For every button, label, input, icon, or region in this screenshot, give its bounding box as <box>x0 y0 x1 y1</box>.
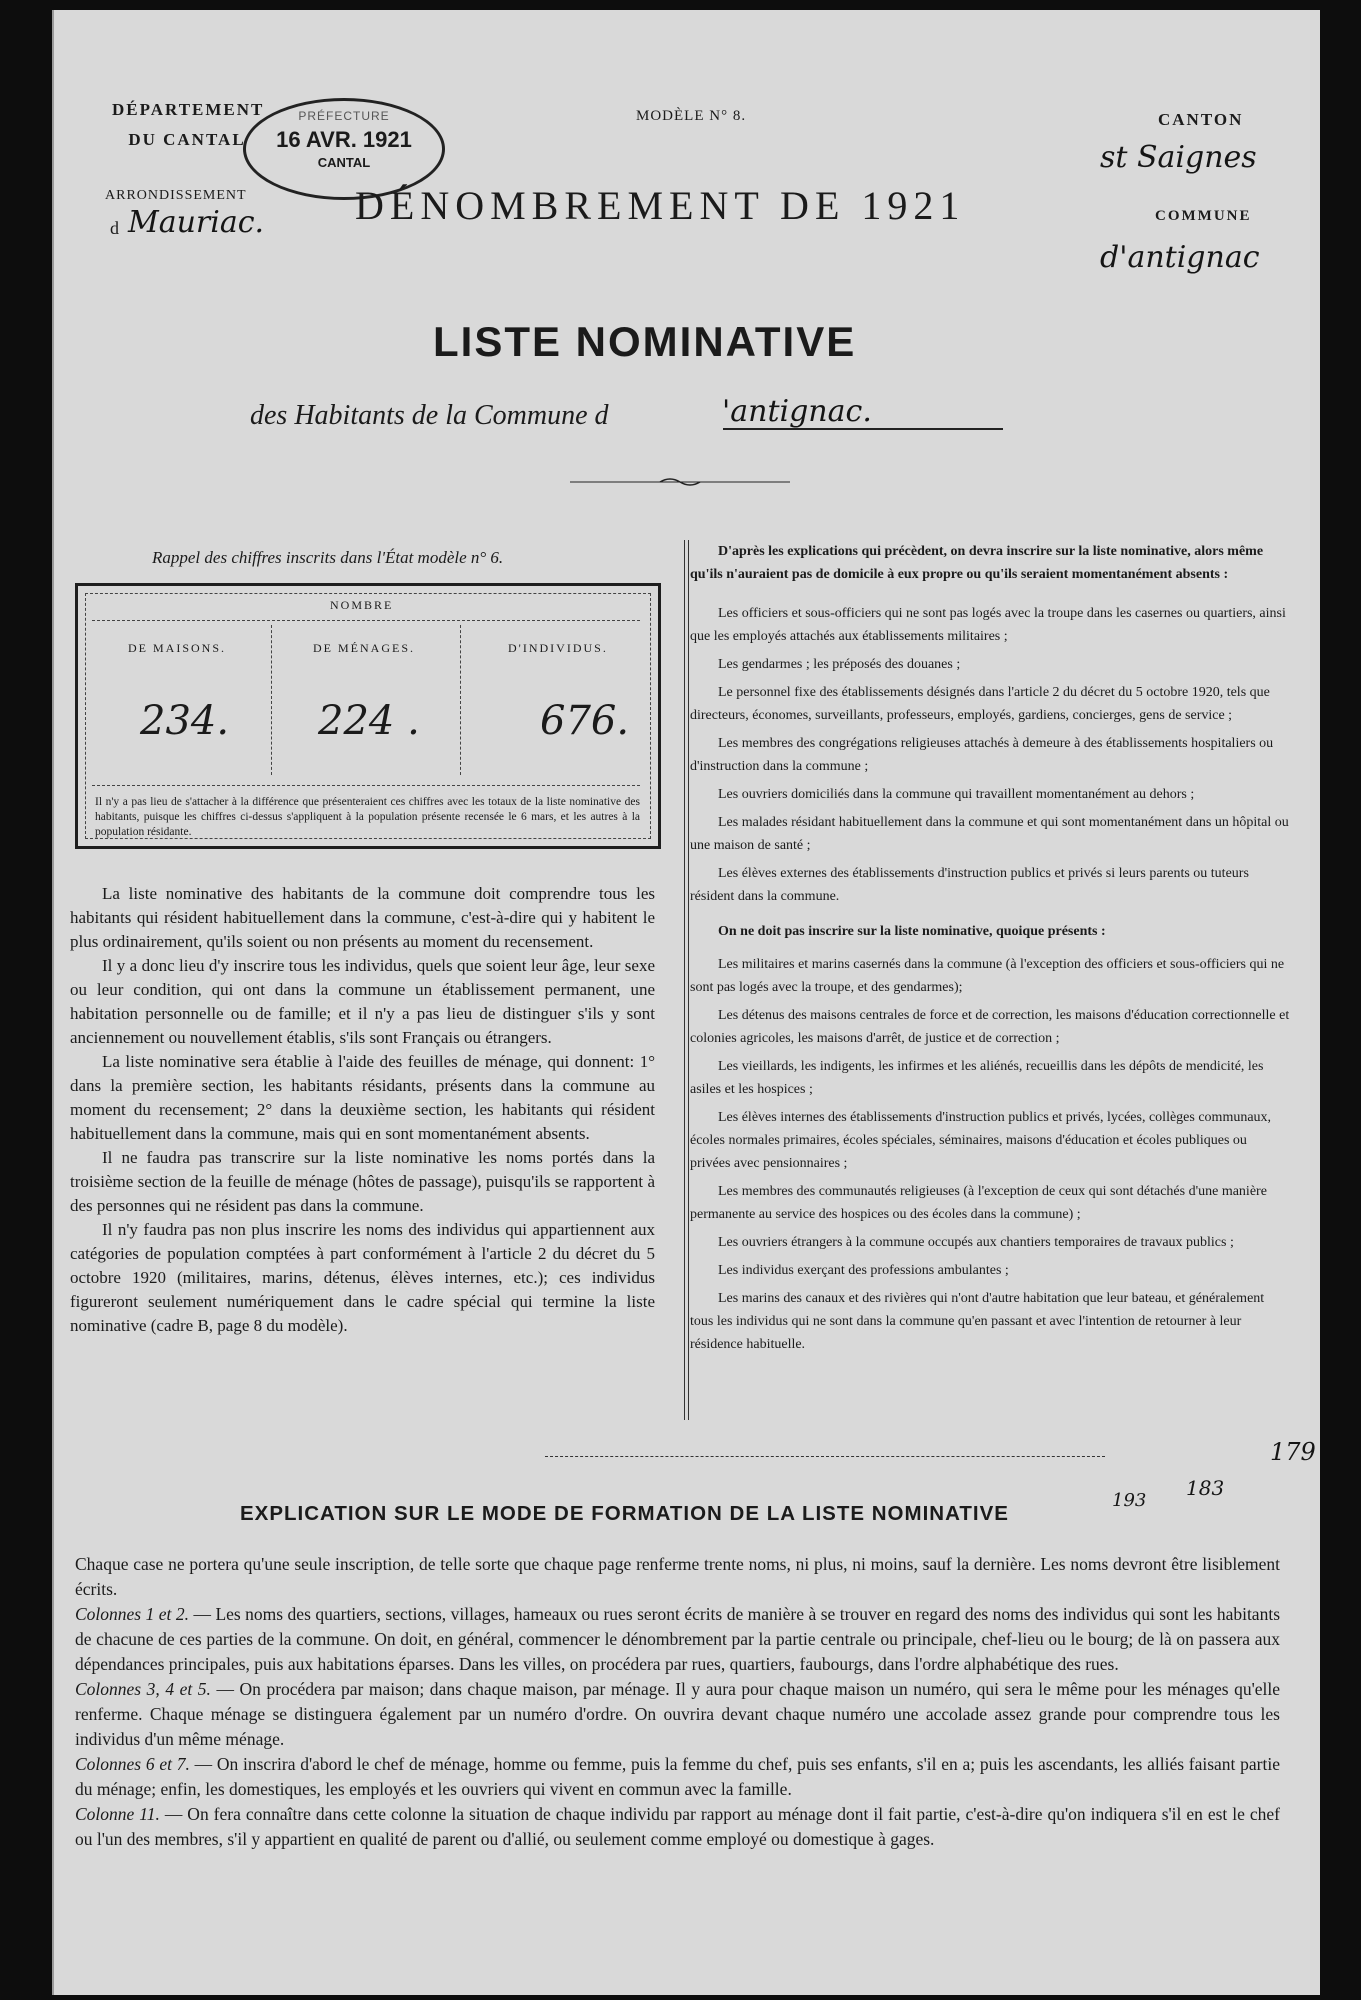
exclude-item: Les militaires et marins casernés dans la commune (à l'exception des officiers et sous-officiers qui ne sont pas logés avec la troupe, et des gendarmes); <box>690 957 1285 995</box>
exclude-item: Les détenus des maisons centrales de force et de correction, les maisons d'éducation correctionnelle et colonies agricoles, les maisons d'arrêt, de justice et de correction ; <box>690 1008 1290 1046</box>
recap-col-sep <box>271 625 272 775</box>
left-paragraph: Il ne faudra pas transcrire sur la liste nominative les noms portés dans la troisième section de la feuille de ménage (hôtes de passage), puisqu'ils se rapportent à des personnes qui ne résident pas dans la commune. <box>70 1148 655 1215</box>
recap-col-sep <box>460 625 461 775</box>
include-item: Les officiers et sous-officiers qui ne sont pas logés avec la troupe dans les casernes ou quartiers, ainsi que les employés attachés aux établissements militaires ; <box>690 606 1286 644</box>
subtitle-commune: 'antignac. <box>722 394 872 429</box>
recap-note: Il n'y a pas lieu de s'attacher à la différence que présenteraient ces chiffres avec les totaux de la liste nominative des habitants, puisque les chiffres ci-dessus s'appliquent à la population présente recensée le 6 mars, et les autres à la population résidante. <box>95 796 640 838</box>
recap-val-individus: 676. <box>540 698 630 744</box>
recap-col-menages: DE MÉNAGES. <box>313 641 415 655</box>
recap-rule <box>92 620 640 621</box>
explication-text: — Les noms des quartiers, sections, villages, hameaux ou rues seront écrits de manière à se trouver en regard des noms des individus qui sont les habitants de chacune de ces parties de la commune. On doit, en général, commencer le dénombrement par la partie centrale ou principale, chef-lieu ou le bourg; de là on passera aux dépendances principales, puis aux habitations éparses. Dans les villes, on procédera par rues, quartiers, faubourgs, dans l'ordre alphabétique des rues. <box>75 1604 1281 1674</box>
column-divider <box>684 540 685 1420</box>
canton-value: st Saignes <box>1100 140 1257 175</box>
modele-number: MODÈLE N° 8. <box>636 108 747 124</box>
recap-nombre: NOMBRE <box>330 598 394 612</box>
explication-paragraph <box>75 1677 1280 1752</box>
left-paragraph: La liste nominative sera établie à l'aide des feuilles de ménage, qui donnent: 1° dans la première section, les habitants résidants, présents dans la commune au moment du recensement; 2° dans la deuxième section, les habitants qui résident habituellement dans la commune, mais qui en sont momentanément absents. <box>70 1052 655 1143</box>
exclude-item: Les vieillards, les indigents, les infirmes et les aliénés, recueillis dans les dépôts de mendicité, les asiles et les hospices ; <box>690 1059 1264 1097</box>
explication-lead: Colonnes 3, 4 et 5. <box>75 1679 211 1699</box>
arrondissement-value: Mauriac. <box>128 205 265 240</box>
exclude-item: Les élèves internes des établissements d'instruction publics et privés, lycées, collèges communaux, écoles normales primaires, écoles spéciales, séminaires, maisons d'éducation et écoles publiques ou privées avec pensionnaires ; <box>690 1110 1272 1171</box>
subtitle-underline <box>723 428 1003 430</box>
explication-text: — On inscrira d'abord le chef de ménage, homme ou femme, puis la femme du chef, puis ses enfants, s'il en a; puis les ascendants, les alliés faisant partie du ménage; enfin, les domestiques, les employés et les ouvriers qui vivent en commun avec la famille. <box>75 1754 1281 1799</box>
margin-number: 193 <box>1112 1490 1147 1511</box>
list-title: LISTE NOMINATIVE <box>433 318 857 365</box>
right-instructions <box>690 540 1290 1361</box>
page-title: DÉNOMBREMENT DE 1921 <box>355 183 966 228</box>
commune-label: COMMUNE <box>1155 208 1252 224</box>
canton-label: CANTON <box>1158 110 1244 129</box>
commune-value: d'antignac <box>1100 240 1260 275</box>
explication-text: Chaque case ne portera qu'une seule inscription, de telle sorte que chaque page renferme trente noms, ni plus, ni moins, sauf la dernière. Les noms devront être lisiblement écrits. <box>75 1554 1280 1599</box>
explication-lead: Colonnes 6 et 7. <box>75 1754 190 1774</box>
recap-val-menages: 224 . <box>318 698 420 744</box>
exclude-title: On ne doit pas inscrire sur la liste nominative, quoique présents : <box>718 924 1106 939</box>
explication-paragraph <box>75 1802 1280 1852</box>
departement-line1: DÉPARTEMENT <box>112 100 265 119</box>
left-paragraph: Il n'y faudra pas non plus inscrire les noms des individus qui appartiennent aux catégories de population comptées à part conformément à l'article 2 du décret du 5 octobre 1920 (militaires, marins, détenus, élèves internes, etc.); ces individus figureront seulement numériquement dans le cadre spécial qui termine la liste nominative (cadre B, page 8 du modèle). <box>70 1220 655 1335</box>
exclude-item: Les individus exerçant des professions ambulantes ; <box>718 1263 1009 1278</box>
recap-col-individus: D'INDIVIDUS. <box>508 641 608 655</box>
left-paragraph: La liste nominative des habitants de la commune doit comprendre tous les habitants qui résident habituellement dans la commune, c'est-à-dire qui y habitent le plus ordinairement, qu'ils soient ou non présents au moment du recensement. <box>70 884 655 951</box>
explication-paragraph <box>75 1552 1280 1602</box>
stamp-top: PRÉFECTURE <box>298 109 390 123</box>
include-item: Le personnel fixe des établissements désignés dans l'article 2 du décret du 5 octobre 1920, tels que directeurs, économes, surveillants, professeurs, employés, gardiens, concierges, gens de service ; <box>690 685 1270 723</box>
explication-text: — On fera connaître dans cette colonne la situation de chaque individu par rapport au ménage dont il fait partie, c'est-à-dire qu'on indiquera s'il en est le chef ou l'un des membres, s'il y appartient en qualité de parent ou d'allié, ou seulement comme employé ou domestique à gages. <box>75 1804 1280 1849</box>
explication-lead: Colonnes 1 et 2. <box>75 1604 190 1624</box>
explication-title: EXPLICATION SUR LE MODE DE FORMATION DE LA LISTE NOMINATIVE <box>240 1502 1009 1525</box>
left-paragraph: Il y a donc lieu d'y inscrire tous les individus, quels que soient leur âge, leur sexe ou leur condition, qui ont dans la commune un établissement permanent, une habitation personnelle ou de famille; et il n'y a pas lieu de distinguer s'ils y sont anciennement ou nouvellement établis, s'ils sont Français ou étrangers. <box>70 956 655 1047</box>
arrondissement-label: ARRONDISSEMENT <box>105 188 247 203</box>
recap-caption: Rappel des chiffres inscrits dans l'État modèle n° 6. <box>152 548 504 567</box>
explication-body <box>75 1552 1280 1852</box>
stamp-date: 16 AVR. 1921 <box>276 127 412 152</box>
margin-number: 179 <box>1270 1438 1316 1466</box>
exclude-item: Les ouvriers étrangers à la commune occupés aux chantiers temporaires de travaux publics ; <box>718 1235 1234 1250</box>
recap-rule <box>92 785 640 786</box>
column-divider <box>688 540 689 1420</box>
include-item: Les élèves externes des établissements d'instruction publics et privés si leurs parents ou tuteurs résident dans la commune. <box>690 866 1249 904</box>
exclude-item: Les marins des canaux et des rivières qui n'ont d'autre habitation que leur bateau, et généralement tous les individus qui ne sont dans la commune qu'en passant et avec l'intention de retourner à leur résidence habituelle. <box>690 1291 1265 1352</box>
recap-col-maisons: DE MAISONS. <box>128 641 227 655</box>
explication-paragraph <box>75 1602 1280 1677</box>
right-intro: D'après les explications qui précèdent, on devra inscrire sur la liste nominative, alors même qu'ils n'auraient pas de domicile à eux propre ou qu'ils seraient momentanément absents : <box>690 544 1264 582</box>
include-item: Les ouvriers domiciliés dans la commune qui travaillent momentanément au dehors ; <box>718 787 1195 802</box>
recap-val-maisons: 234. <box>140 698 230 744</box>
margin-number: 183 <box>1186 1476 1225 1500</box>
explication-text: — On procédera par maison; dans chaque maison, par ménage. Il y aura pour chaque maison un numéro, qui sera le même pour les ménages qu'elle renferme. Chaque ménage se distinguera également par un numéro d'ordre. On ouvrira devant chaque numéro une accolade assez grande pour comprendre tous les individus d'un même ménage. <box>75 1679 1280 1749</box>
explication-paragraph <box>75 1752 1280 1802</box>
explication-lead: Colonne 11. <box>75 1804 160 1824</box>
departement-label <box>112 100 265 150</box>
section-rule <box>545 1456 1105 1457</box>
include-item: Les malades résidant habituellement dans la commune et qui sont momentanément dans un hôpital ou une maison de santé ; <box>690 815 1289 853</box>
exclude-item: Les membres des communautés religieuses (à l'exception de ceux qui sont détachés d'une manière permanente au service des hospices ou des écoles dans la commune) ; <box>690 1184 1267 1222</box>
include-item: Les membres des congrégations religieuses attachés à demeure à des établissements hospitaliers ou d'instruction dans la commune ; <box>690 736 1274 774</box>
stamp-bottom: CANTAL <box>317 155 371 170</box>
include-item: Les gendarmes ; les préposés des douanes ; <box>718 657 961 672</box>
left-instructions <box>70 882 655 1338</box>
subtitle-prefix: des Habitants de la Commune d <box>250 400 609 431</box>
ornament-divider <box>570 476 790 488</box>
departement-line2: DU CANTAL <box>128 130 246 149</box>
arrondissement-prefix: d <box>110 218 119 238</box>
